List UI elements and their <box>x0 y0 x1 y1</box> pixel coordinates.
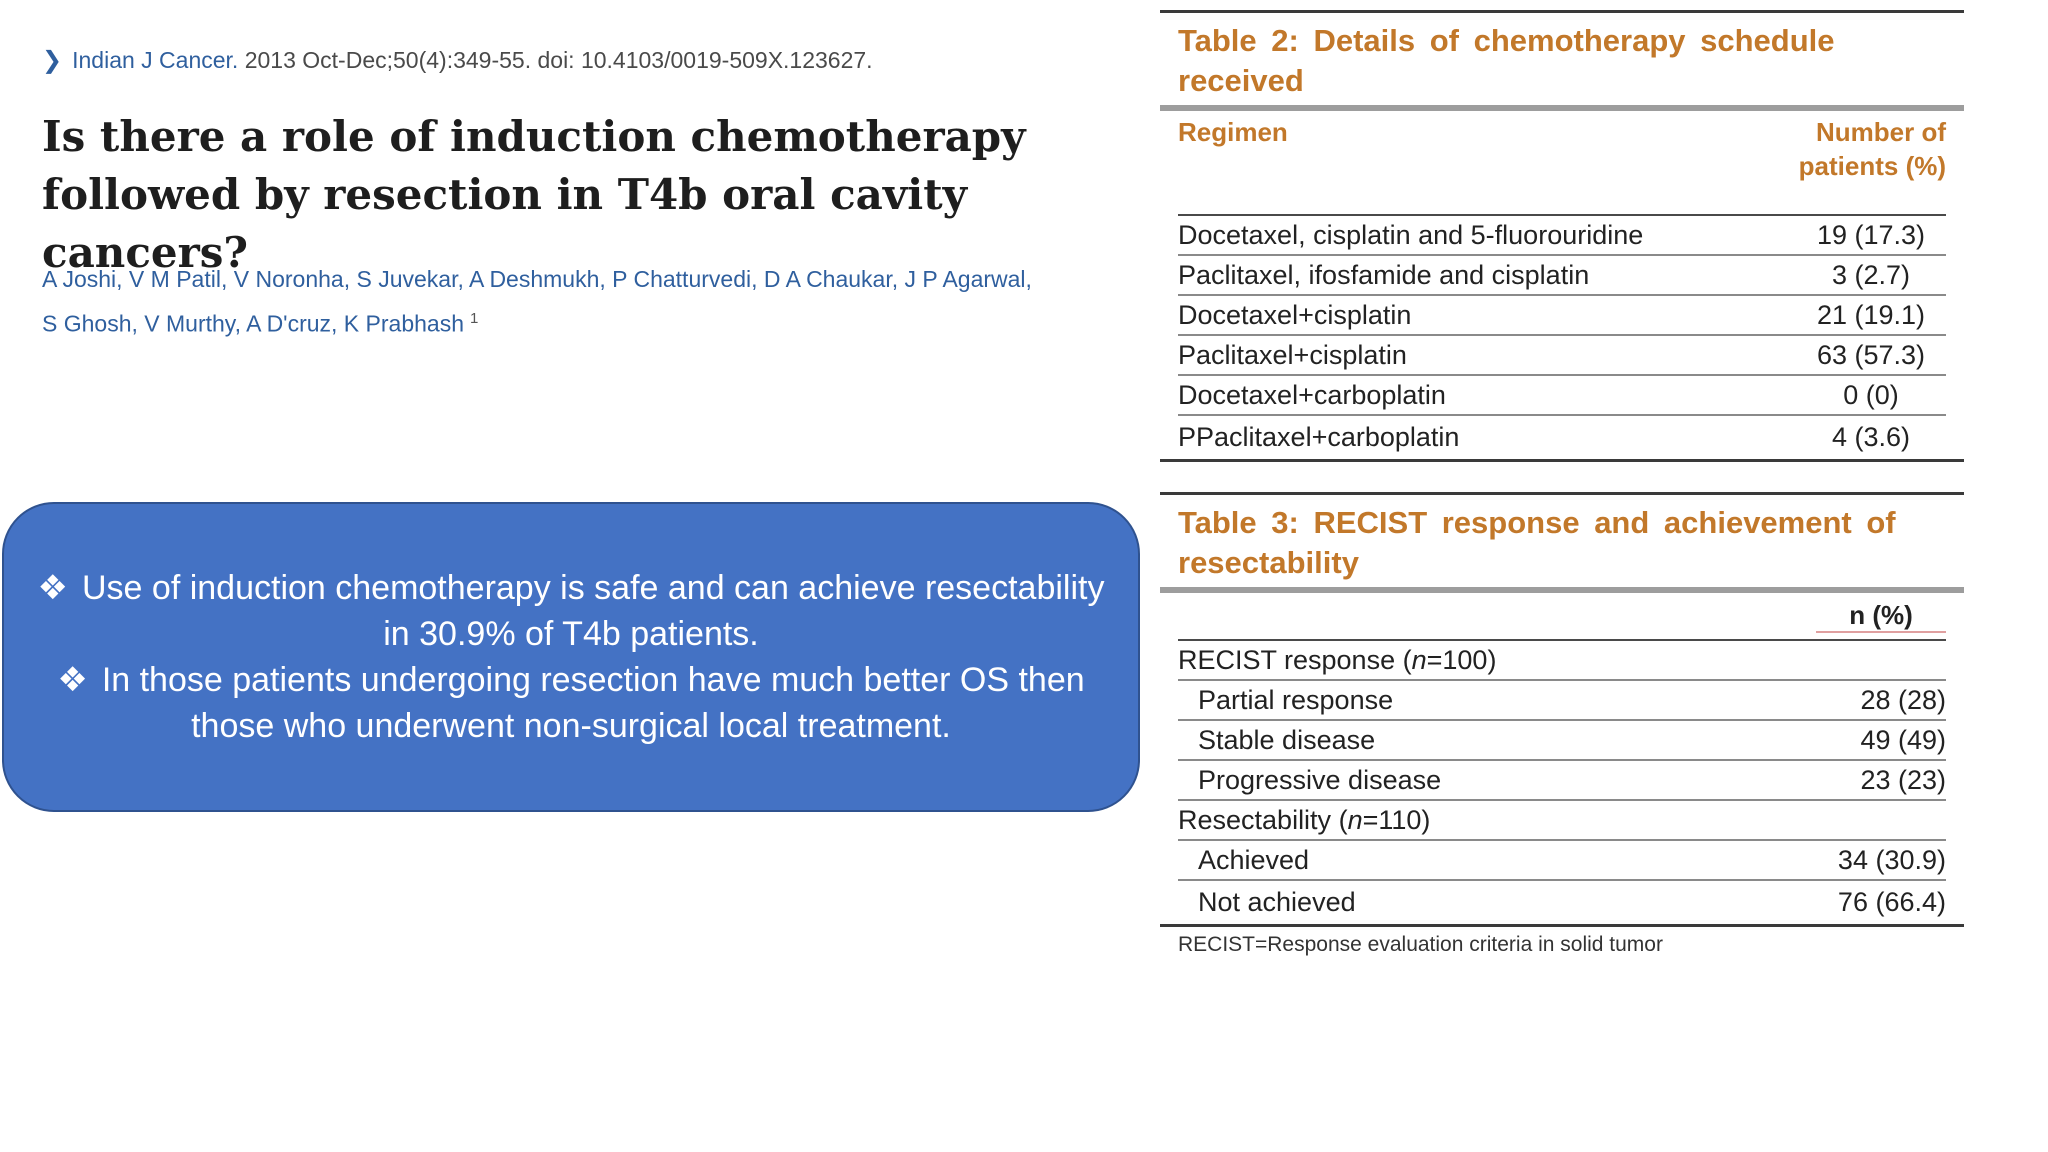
regimen-cell: Docetaxel, cisplatin and 5-fluorouridine <box>1178 219 1644 250</box>
label-cell: Achieved <box>1198 844 1310 875</box>
table-3-header-row <box>1178 593 1946 641</box>
author-list <box>42 260 1082 344</box>
regimen-cell: Paclitaxel+cisplatin <box>1178 339 1407 370</box>
table-bottom-rule <box>1160 459 1964 462</box>
value-cell: 63 (57.3) <box>1816 339 1926 370</box>
regimen-cell: Docetaxel+cisplatin <box>1178 299 1412 330</box>
callout-point-2 <box>34 657 1108 749</box>
table-row <box>1178 721 1946 761</box>
citation-line <box>42 46 873 75</box>
group-row-resectability <box>1178 801 1946 841</box>
citation-details: 2013 Oct-Dec;50(4):349-55. doi: 10.4103/0019-509X.123627. <box>244 47 873 73</box>
label-cell: Progressive disease <box>1198 764 1442 795</box>
table-2 <box>1160 10 1964 462</box>
column-header-number: Number of patients (%) <box>1798 117 1946 181</box>
value-cell: 21 (19.1) <box>1816 299 1926 330</box>
authors-line-2[interactable]: S Ghosh, V Murthy, A D'cruz, K Prabhash <box>42 310 464 337</box>
label-cell: Partial response <box>1198 684 1394 715</box>
table-row <box>1178 336 1946 376</box>
table-row <box>1178 416 1946 459</box>
group-row-recist <box>1178 641 1946 681</box>
value-cell: 28 (28) <box>1860 684 1946 715</box>
table-3-footnote: RECIST=Response evaluation criteria in solid tumor <box>1178 933 1663 956</box>
value-cell: 3 (2.7) <box>1831 259 1911 290</box>
label-cell: Stable disease <box>1198 724 1376 755</box>
table-2-caption: Table 2: Details of chemotherapy schedule received <box>1178 23 1835 98</box>
value-cell: 23 (23) <box>1860 764 1946 795</box>
value-cell: 49 (49) <box>1860 724 1946 755</box>
affiliation-mark[interactable]: 1 <box>470 310 479 327</box>
regimen-cell: Docetaxel+carboplatin <box>1178 379 1446 410</box>
table-row <box>1178 841 1946 881</box>
diamond-bullet-icon: ❖ <box>37 569 68 607</box>
column-header-regimen: Regimen <box>1178 117 1288 147</box>
value-cell: 4 (3.6) <box>1831 422 1911 452</box>
label-cell: Not achieved <box>1198 887 1356 917</box>
group-label: RECIST response (n=100) <box>1178 644 1497 675</box>
table-row <box>1178 681 1946 721</box>
chevron-right-icon[interactable]: ❯ <box>42 47 63 74</box>
table-row <box>1178 761 1946 801</box>
table-2-header-row <box>1178 111 1946 216</box>
table-row <box>1178 216 1946 256</box>
table-row <box>1178 376 1946 416</box>
summary-callout <box>2 502 1140 812</box>
value-cell: 34 (30.9) <box>1837 844 1946 875</box>
callout-point-1-text: Use of induction chemotherapy is safe and can achieve resectability in 30.9% of T4b patients. <box>82 569 1105 653</box>
regimen-cell: PPaclitaxel+carboplatin <box>1178 422 1460 452</box>
table-3 <box>1160 492 1964 963</box>
table-row <box>1178 881 1946 924</box>
value-cell: 76 (66.4) <box>1837 887 1946 917</box>
journal-link[interactable]: Indian J Cancer. <box>72 47 239 73</box>
column-header-n-percent: n (%) <box>1816 600 1946 633</box>
callout-point-2-text: In those patients undergoing resection have much better OS then those who underwent non-surgical local treatment. <box>101 661 1085 745</box>
table-row <box>1178 296 1946 336</box>
group-label: Resectability (n=110) <box>1178 804 1431 835</box>
value-cell: 0 (0) <box>1843 379 1899 410</box>
table-3-caption: Table 3: RECIST response and achievement of resectability <box>1178 505 1896 580</box>
diamond-bullet-icon: ❖ <box>57 661 88 699</box>
callout-point-1 <box>34 565 1108 657</box>
article-title: Is there a role of induction chemotherapy followed by resection in T4b oral cavity cancers? <box>42 112 1026 277</box>
authors-line-1[interactable]: A Joshi, V M Patil, V Noronha, S Juvekar, A Deshmukh, P Chatturvedi, D A Chaukar, J P Agarwal, <box>42 266 1032 292</box>
regimen-cell: Paclitaxel, ifosfamide and cisplatin <box>1178 259 1590 290</box>
table-row <box>1178 256 1946 296</box>
value-cell: 19 (17.3) <box>1816 219 1926 250</box>
